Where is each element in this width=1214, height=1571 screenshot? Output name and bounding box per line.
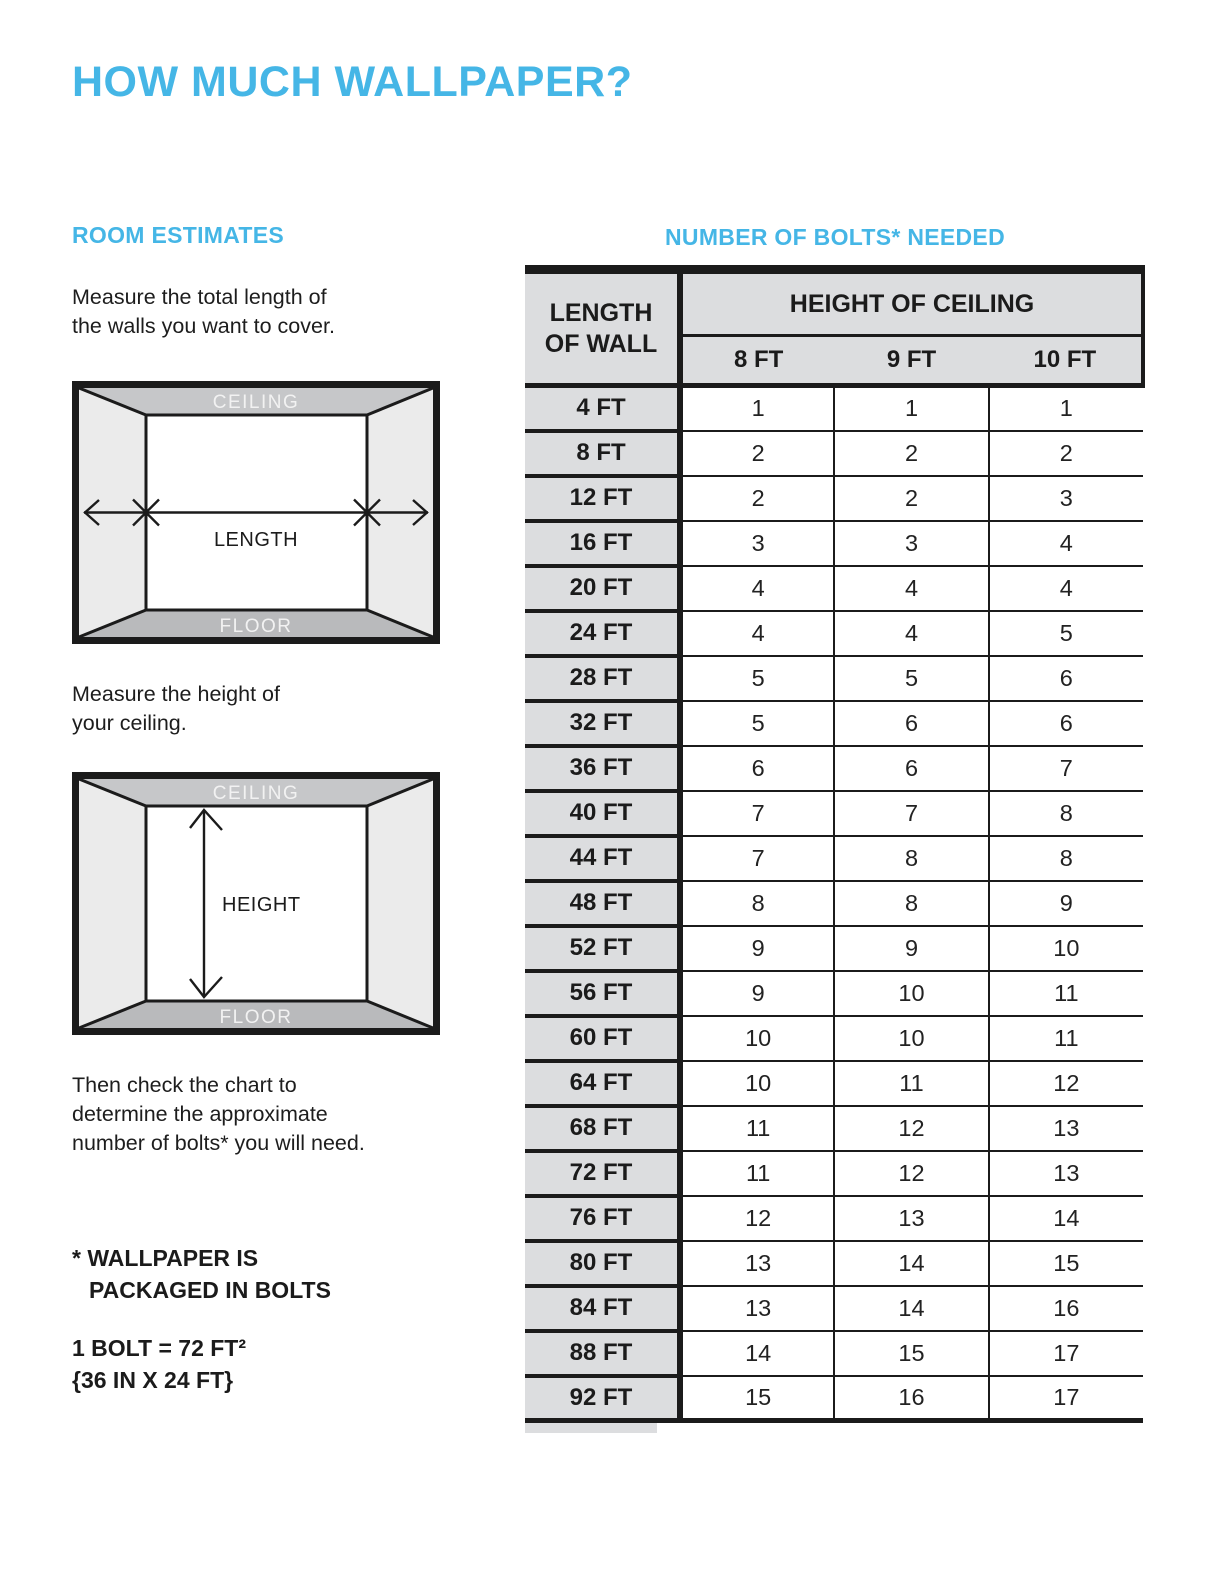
bolt-count-cell: 9 (680, 971, 834, 1016)
bolt-count-cell: 6 (834, 701, 988, 746)
col-header-8ft: 8 FT (680, 336, 834, 386)
bolt-count-cell: 16 (989, 1286, 1143, 1331)
bolt-count-cell: 5 (680, 656, 834, 701)
table-row (525, 1151, 1143, 1196)
wall-length-cell: 68 FT (525, 1106, 680, 1151)
bolt-count-cell: 4 (989, 521, 1143, 566)
footnote-line: * WALLPAPER IS (72, 1245, 259, 1271)
wall-length-cell: 44 FT (525, 836, 680, 881)
bolts-table-head (525, 270, 1143, 386)
bolt-count-cell: 11 (989, 971, 1143, 1016)
bolt-count-cell: 11 (680, 1151, 834, 1196)
bolt-count-cell: 14 (680, 1331, 834, 1376)
bolt-count-cell: 17 (989, 1331, 1143, 1376)
table-row (525, 656, 1143, 701)
bolt-count-cell: 1 (989, 386, 1143, 431)
wall-length-cell: 92 FT (525, 1376, 680, 1421)
wall-length-cell: 24 FT (525, 611, 680, 656)
bolt-count-cell: 1 (834, 386, 988, 431)
left-wall (79, 779, 146, 1028)
bolt-count-cell: 7 (680, 836, 834, 881)
bolt-count-cell: 13 (680, 1286, 834, 1331)
bolts-table-body (525, 386, 1143, 1421)
table-row (525, 521, 1143, 566)
wall-length-cell: 88 FT (525, 1331, 680, 1376)
group-header-row (525, 270, 1143, 336)
table-row (525, 746, 1143, 791)
table-row (525, 431, 1143, 476)
bolt-count-cell: 3 (680, 521, 834, 566)
bolt-count-cell: 9 (989, 881, 1143, 926)
table-row (525, 971, 1143, 1016)
bolt-count-cell: 2 (834, 431, 988, 476)
bolt-count-cell: 12 (680, 1196, 834, 1241)
bolt-count-cell: 2 (680, 431, 834, 476)
bolt-count-cell: 5 (989, 611, 1143, 656)
table-row (525, 1196, 1143, 1241)
step3-line: number of bolts* you will need. (72, 1131, 365, 1155)
col-header-9ft: 9 FT (834, 336, 988, 386)
step3-line: determine the approximate (72, 1102, 328, 1126)
wall-length-cell: 36 FT (525, 746, 680, 791)
step1-line: Measure the total length of (72, 285, 327, 309)
table-row (525, 1016, 1143, 1061)
wall-length-cell: 56 FT (525, 971, 680, 1016)
bolt-count-cell: 12 (989, 1061, 1143, 1106)
bolt-count-cell: 12 (834, 1106, 988, 1151)
table-row (525, 926, 1143, 971)
bolt-count-cell: 13 (834, 1196, 988, 1241)
table-row (525, 1241, 1143, 1286)
bolt-count-cell: 13 (989, 1106, 1143, 1151)
table-row (525, 836, 1143, 881)
bolt-count-cell: 4 (834, 611, 988, 656)
bolt-count-cell: 15 (989, 1241, 1143, 1286)
right-wall (367, 779, 433, 1028)
floor-label: FLOOR (219, 1007, 293, 1028)
table-row (525, 1106, 1143, 1151)
room-estimates-heading: ROOM ESTIMATES (72, 222, 285, 248)
table-row (525, 476, 1143, 521)
table-row (525, 701, 1143, 746)
bolt-count-cell: 4 (680, 566, 834, 611)
bolt-count-cell: 11 (989, 1016, 1143, 1061)
bolt-count-cell: 14 (834, 1241, 988, 1286)
length-of-wall-header (525, 270, 680, 386)
bolts-table (525, 265, 1145, 1423)
bolt-count-cell: 8 (989, 836, 1143, 881)
bolt-count-cell: 9 (680, 926, 834, 971)
table-row (525, 1376, 1143, 1421)
bolt-count-cell: 10 (680, 1061, 834, 1106)
floor-label: FLOOR (219, 616, 293, 637)
bolt-count-cell: 4 (989, 566, 1143, 611)
height-of-ceiling-header: HEIGHT OF CEILING (680, 270, 1143, 336)
height-diagram (72, 772, 440, 1035)
wall-length-cell: 76 FT (525, 1196, 680, 1241)
table-row (525, 1061, 1143, 1106)
wall-length-cell: 52 FT (525, 926, 680, 971)
bolt-count-cell: 4 (834, 566, 988, 611)
step2-line: your ceiling. (72, 711, 187, 735)
bolt-count-cell: 17 (989, 1376, 1143, 1421)
bolt-count-cell: 10 (834, 1016, 988, 1061)
table-row (525, 1331, 1143, 1376)
bolt-count-cell: 1 (680, 386, 834, 431)
wall-length-cell: 20 FT (525, 566, 680, 611)
bolt-count-cell: 14 (989, 1196, 1143, 1241)
step2-line: Measure the height of (72, 682, 280, 706)
table-row (525, 566, 1143, 611)
wall-length-cell: 60 FT (525, 1016, 680, 1061)
wall-length-cell: 64 FT (525, 1061, 680, 1106)
bolt-count-cell: 13 (989, 1151, 1143, 1196)
footnote-line: PACKAGED IN BOLTS (89, 1277, 331, 1303)
step1-text (72, 283, 472, 341)
bolt-count-cell: 6 (989, 656, 1143, 701)
table-row (525, 791, 1143, 836)
length-of-wall-header-line: OF WALL (544, 329, 658, 358)
bolt-count-cell: 4 (680, 611, 834, 656)
bolt-count-cell: 3 (989, 476, 1143, 521)
room-estimates-section (72, 222, 472, 1396)
height-label: HEIGHT (222, 894, 301, 916)
step1-line: the walls you want to cover. (72, 314, 335, 338)
bolt-count-cell: 15 (834, 1331, 988, 1376)
wall-length-cell: 16 FT (525, 521, 680, 566)
step2-text (72, 680, 472, 738)
bolt-count-cell: 16 (834, 1376, 988, 1421)
bolt-count-cell: 12 (834, 1151, 988, 1196)
table-row (525, 881, 1143, 926)
wall-length-cell: 8 FT (525, 431, 680, 476)
wall-length-cell: 40 FT (525, 791, 680, 836)
bolt-count-cell: 15 (680, 1376, 834, 1421)
bolt-count-cell: 13 (680, 1241, 834, 1286)
wallpaper-footnote (72, 1242, 472, 1306)
col-header-10ft: 10 FT (989, 336, 1143, 386)
page-title: HOW MUCH WALLPAPER? (72, 58, 633, 106)
bolt-count-cell: 14 (834, 1286, 988, 1331)
bolt-count-cell: 5 (680, 701, 834, 746)
wall-length-cell: 80 FT (525, 1241, 680, 1286)
table-row (525, 1286, 1143, 1331)
wall-length-cell: 12 FT (525, 476, 680, 521)
bolt-count-cell: 3 (834, 521, 988, 566)
bolt-count-cell: 11 (680, 1106, 834, 1151)
wall-length-cell: 32 FT (525, 701, 680, 746)
bolts-section (525, 224, 1147, 1433)
bolt-count-cell: 5 (834, 656, 988, 701)
bolt-count-cell: 2 (834, 476, 988, 521)
wall-length-cell: 72 FT (525, 1151, 680, 1196)
bolt-equation: 1 BOLT = 72 FT² (72, 1335, 247, 1361)
length-diagram (72, 381, 440, 644)
bolt-count-cell: 2 (680, 476, 834, 521)
bolt-count-cell: 11 (834, 1061, 988, 1106)
bolt-count-cell: 10 (989, 926, 1143, 971)
step3-line: Then check the chart to (72, 1073, 297, 1097)
bolt-count-cell: 7 (680, 791, 834, 836)
bolt-count-cell: 8 (680, 881, 834, 926)
wall-length-cell: 4 FT (525, 386, 680, 431)
length-label: LENGTH (213, 529, 299, 551)
bolt-count-cell: 10 (680, 1016, 834, 1061)
bolt-count-cell: 8 (989, 791, 1143, 836)
wall-length-cell: 48 FT (525, 881, 680, 926)
table-row (525, 611, 1143, 656)
bolt-count-cell: 9 (834, 926, 988, 971)
bolts-heading: NUMBER OF BOLTS* NEEDED (665, 224, 1005, 250)
bolt-count-cell: 6 (834, 746, 988, 791)
bolt-count-cell: 7 (989, 746, 1143, 791)
length-of-wall-header-line: LENGTH (549, 298, 653, 327)
table-row (525, 386, 1143, 431)
bolt-count-cell: 8 (834, 836, 988, 881)
bolt-count-cell: 10 (834, 971, 988, 1016)
bolt-count-cell: 7 (834, 791, 988, 836)
bolt-dimensions: {36 IN X 24 FT} (72, 1367, 234, 1393)
wall-length-cell: 28 FT (525, 656, 680, 701)
ceiling-label: CEILING (212, 392, 300, 413)
bolt-count-cell: 2 (989, 431, 1143, 476)
bolt-count-cell: 8 (834, 881, 988, 926)
ceiling-label: CEILING (212, 783, 300, 804)
bolt-count-cell: 6 (680, 746, 834, 791)
table-bottom-shadow (525, 1423, 657, 1433)
wall-length-cell: 84 FT (525, 1286, 680, 1331)
step3-text (72, 1071, 472, 1158)
bolt-count-cell: 6 (989, 701, 1143, 746)
